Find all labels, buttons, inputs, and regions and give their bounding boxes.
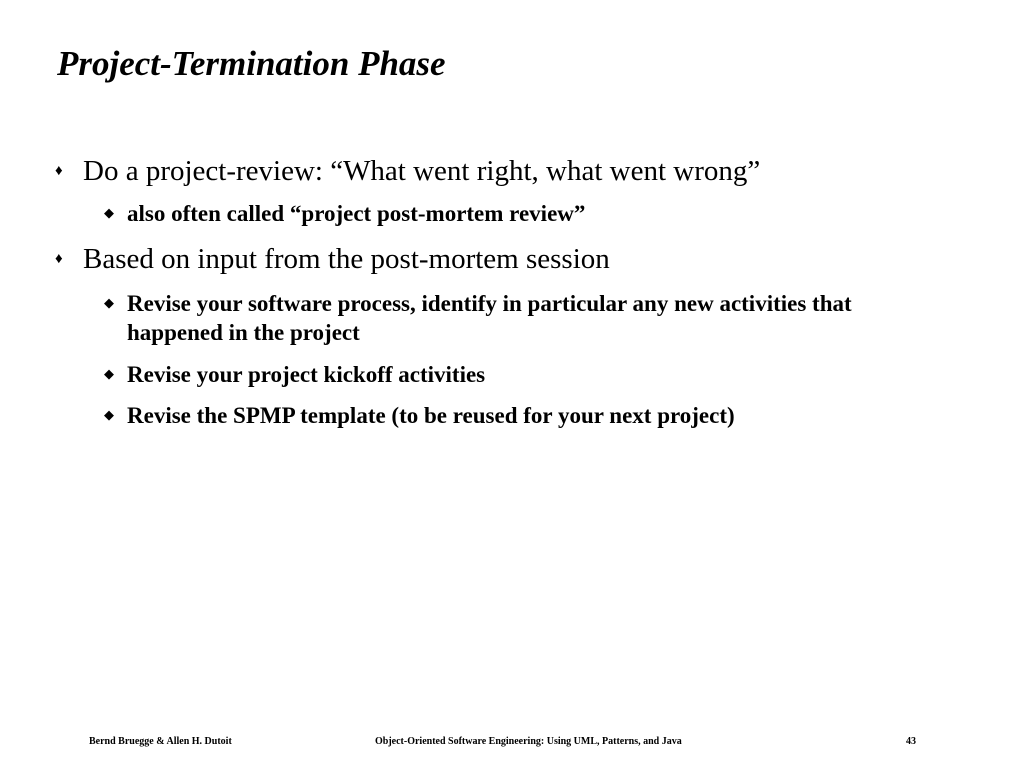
diamond-bullet-icon: ♦ <box>55 163 63 179</box>
diamond-bullet-icon: ◆ <box>104 366 114 381</box>
subbullet-text: Revise the SPMP template (to be reused for your next project) <box>127 403 735 428</box>
footer-book-title: Object-Oriented Software Engineering: Using UML, Patterns, and Java <box>375 736 682 747</box>
diamond-bullet-icon: ◆ <box>104 407 114 422</box>
bullet-text: Do a project-review: “What went right, what went wrong” <box>83 155 761 187</box>
subbullet-text: Revise your software process, identify in particular any new activities that happened in the project <box>127 291 852 345</box>
subbullet-revise-spmp <box>104 401 735 430</box>
footer-authors: Bernd Bruegge & Allen H. Dutoit <box>89 736 232 747</box>
bullet-project-review <box>53 154 760 188</box>
footer-page-number: 43 <box>906 736 916 747</box>
diamond-bullet-icon: ◆ <box>104 205 114 220</box>
diamond-bullet-icon: ◆ <box>104 295 114 310</box>
subbullet-text: also often called “project post-mortem review” <box>127 201 586 226</box>
subbullet-revise-kickoff <box>104 360 485 389</box>
slide-title: Project-Termination Phase <box>57 44 446 83</box>
subbullet-post-mortem <box>104 199 585 228</box>
bullet-post-mortem-input <box>53 242 610 276</box>
subbullet-revise-process <box>104 289 887 347</box>
bullet-text: Based on input from the post-mortem session <box>83 243 610 275</box>
subbullet-text: Revise your project kickoff activities <box>127 362 486 387</box>
diamond-bullet-icon: ♦ <box>55 251 63 267</box>
